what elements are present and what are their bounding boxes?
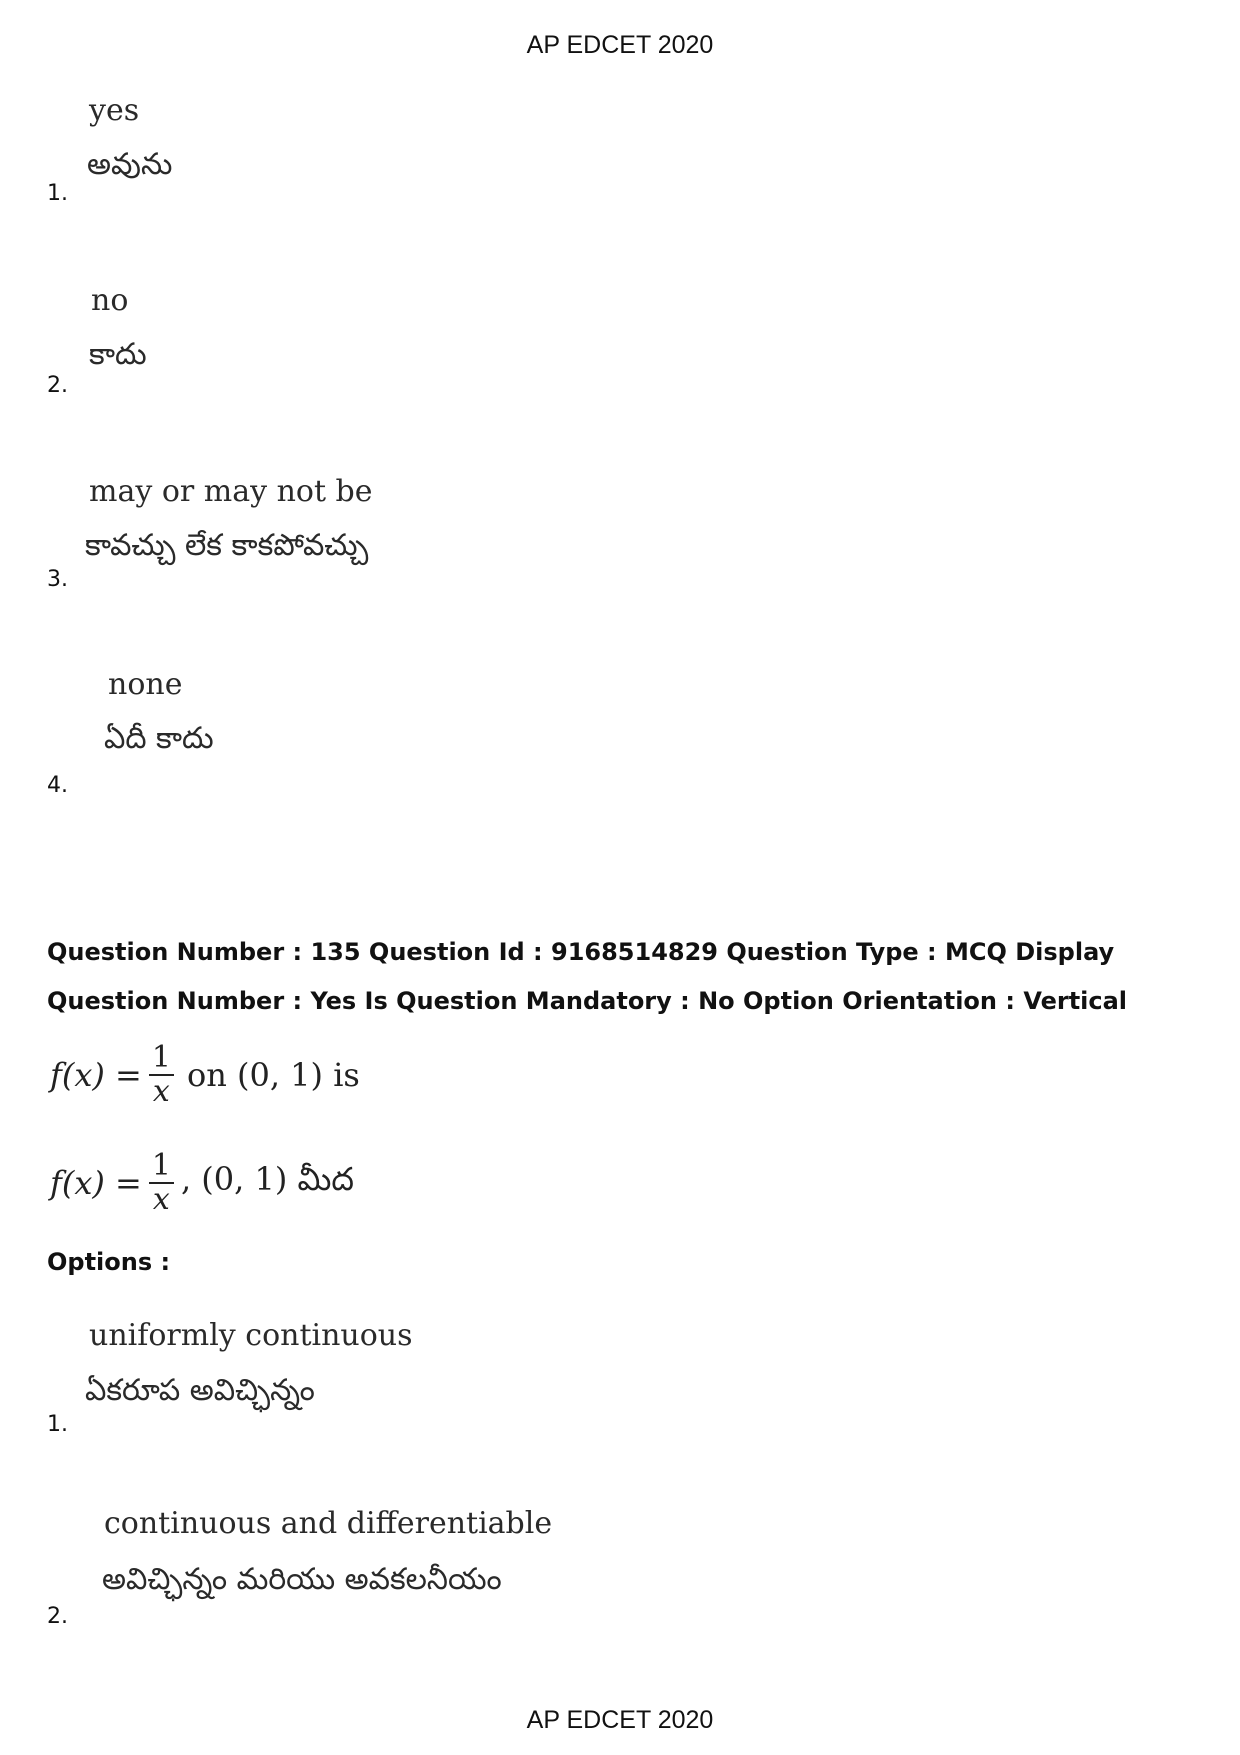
option-2-english: no: [91, 283, 129, 318]
formula-rest: on (0, 1) is: [186, 1055, 360, 1094]
options-label: Options :: [47, 1248, 171, 1276]
option-2-number: 2.: [47, 373, 68, 398]
option-2-telugu: కాదు: [89, 337, 147, 372]
option-4-telugu: ఏదీ కాదు: [104, 721, 214, 756]
option-3-english: may or may not be: [89, 474, 373, 509]
option-2-number: 2.: [47, 1604, 68, 1629]
option-1-english: uniformly continuous: [89, 1318, 413, 1353]
option-3-telugu: కావచ్చు లేక కాకపోవచ్చు: [85, 528, 369, 563]
option-4-english: none: [108, 667, 183, 702]
fraction: [148, 1042, 175, 1107]
fraction-numerator: 1: [151, 1148, 171, 1183]
fraction-denominator: x: [149, 1182, 174, 1216]
question-text-telugu: [50, 1150, 354, 1215]
option-1-english: yes: [89, 93, 140, 128]
fraction: [148, 1150, 175, 1215]
option-1-number: 1.: [47, 1412, 68, 1437]
option-1-telugu: ఏకరూప అవిచ్ఛిన్నం: [85, 1373, 315, 1408]
option-2-english: continuous and differentiable: [104, 1506, 553, 1541]
formula-lhs: f(x) =: [50, 1055, 142, 1094]
page-footer: AP EDCET 2020: [526, 1706, 714, 1734]
option-4-number: 4.: [47, 773, 68, 798]
option-1-telugu: అవును: [87, 147, 173, 182]
formula-lhs: f(x) =: [50, 1163, 142, 1202]
question-text-english: [50, 1042, 360, 1107]
formula-rest: , (0, 1) మీద: [180, 1159, 354, 1198]
question-meta: Question Number : 135 Question Id : 9168514829 Question Type : MCQ Display Question Number : Yes Is Question Mandatory : No Option Orientation : Vertical: [47, 938, 1128, 1015]
page-header: AP EDCET 2020: [526, 31, 714, 59]
option-3-number: 3.: [47, 567, 68, 592]
fraction-numerator: 1: [151, 1040, 171, 1075]
option-1-number: 1.: [47, 181, 68, 206]
fraction-denominator: x: [149, 1074, 174, 1108]
option-2-telugu: అవిచ్ఛిన్నం మరియు అవకలనీయం: [102, 1562, 502, 1597]
